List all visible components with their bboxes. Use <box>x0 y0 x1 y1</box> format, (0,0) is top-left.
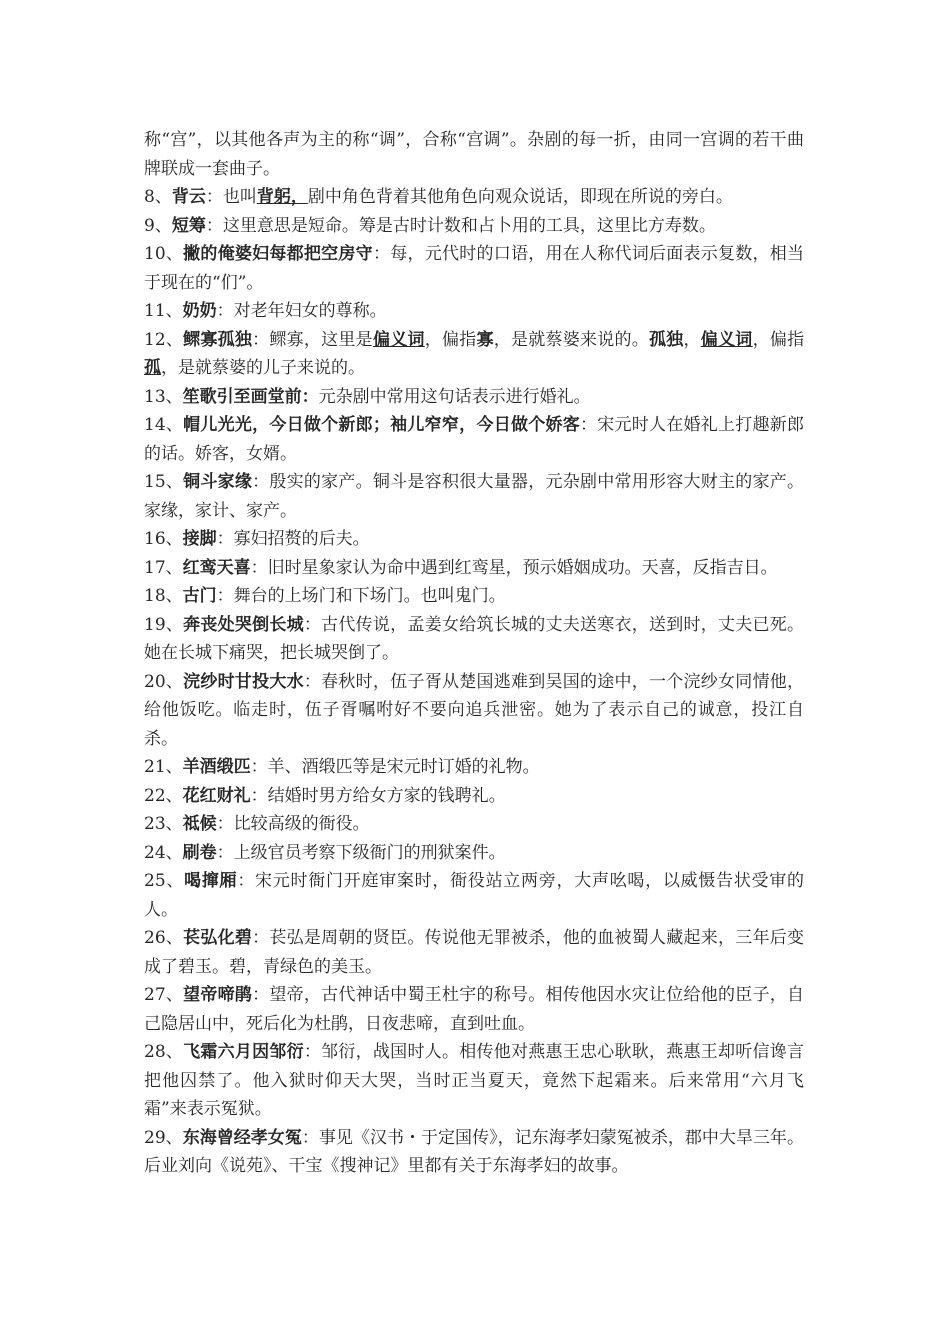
entry-term: 鳏寡孤独 <box>183 329 253 350</box>
entry-term: 帽儿光光，今日做个新郎；袖儿窄窄，今日做个娇客 <box>183 415 580 435</box>
entry-definition-text: ：对老年妇女的尊称。 <box>216 301 387 321</box>
entry-definition-text: ：羊、酒缎匹等是宋元时订婚的礼物。 <box>250 757 540 777</box>
entry-term: 刷卷 <box>182 842 217 863</box>
glossary-entry <box>144 810 804 839</box>
document-page <box>144 126 804 1181</box>
entry-definition-text: ：结婚时男方给女方家的钱聘礼。 <box>250 785 506 806</box>
intro-text: 称“宫”，以其他各声为主的称“调”，合称“宫调”。杂剧的每一折，由同一宫调的若干曲牌联成一套曲子。 <box>144 130 804 179</box>
entry-term: 花红财礼 <box>182 785 251 806</box>
entry-term: 红鸾天喜 <box>182 557 251 578</box>
entry-definition-text: ，偏指 <box>424 329 477 350</box>
entry-term: 铜斗家缘 <box>183 472 253 492</box>
entry-definition-text: ：殷实的家产。铜斗是容积很大量器，元杂剧中常用形容大财主的家产。家缘，家计、家产。 <box>144 472 804 521</box>
entry-number: 26、 <box>144 928 184 948</box>
entry-definition-text: ：这里意思是短命。筹是古时计数和占卜用的工具，这里比方寿数。 <box>205 215 716 236</box>
entry-definition-text: ，是就蔡婆来说的。 <box>493 329 650 350</box>
entry-term: 短筹 <box>171 215 206 236</box>
glossary-entry <box>144 582 804 611</box>
intro-paragraph <box>144 126 804 183</box>
glossary-entry <box>144 753 804 782</box>
entry-definition-text: ：寡妇招赘的后夫。 <box>216 529 370 549</box>
glossary-entry <box>144 240 804 297</box>
entry-number: 28、 <box>144 1042 184 1062</box>
glossary-entry <box>144 297 804 326</box>
glossary-entry <box>144 668 804 754</box>
entry-emphasis-text: 孤独 <box>649 329 684 350</box>
entry-term: 背云 <box>171 187 206 207</box>
glossary-entry <box>144 212 804 241</box>
entry-number: 10、 <box>144 244 184 264</box>
glossary-entry <box>144 468 804 525</box>
entry-definition-text: ：春秋时，伍子胥从楚国逃难到吴国的途中，一个浣纱女同情他，给他饭吃。临走时，伍子胥嘱咐好不要向追兵泄密。她为了表示自己的诚意，投江自杀。 <box>144 671 805 749</box>
glossary-entry <box>144 326 804 383</box>
entry-number: 20、 <box>144 671 184 692</box>
entry-term: 苌弘化碧 <box>183 928 253 948</box>
entry-term: 飞霜六月因邹衍 <box>183 1042 304 1062</box>
entry-definition-text: 元杂剧中常用这句话表示进行婚礼。 <box>318 386 591 407</box>
entry-definition-text: ：宋元时人在婚礼上打趣新郎的话。娇客，女婿。 <box>144 415 805 464</box>
glossary-entry <box>144 611 804 668</box>
entry-emphasis-text: 偏义词 <box>700 329 753 350</box>
entry-definition-text: ：也叫 <box>205 187 257 207</box>
entry-number: 11、 <box>144 301 183 321</box>
entry-definition-text: ：鳏寡，这里是 <box>252 329 373 350</box>
entry-number: 19、 <box>144 614 184 635</box>
entry-definition-text: ，是就蔡婆的儿子来说的。 <box>161 358 365 378</box>
entry-definition-text: ：每，元代时的口语，用在人称代词后面表示复数，相当于现在的“们”。 <box>144 244 805 293</box>
entry-term: 接脚 <box>182 529 217 549</box>
entry-term: 祗候 <box>182 814 217 834</box>
entry-number: 24、 <box>144 842 183 863</box>
entry-emphasis-text: 寡 <box>476 329 494 350</box>
entry-definition-text: ：事见《汉书・于定国传》，记东海孝妇蒙冤被杀，郡中大旱三年。后业刘向《说苑》、干宝《搜神记》里都有关于东海孝妇的故事。 <box>144 1127 805 1176</box>
glossary-entry <box>144 1038 804 1124</box>
glossary-entry <box>144 411 804 468</box>
entry-term: 古门 <box>182 586 217 606</box>
glossary-entry <box>144 1124 804 1181</box>
entry-term: 奶奶 <box>182 301 217 321</box>
entry-term: 羊酒缎匹 <box>182 757 251 777</box>
entry-term: 望帝啼鹃 <box>183 985 253 1005</box>
entry-term: 奔丧处哭倒长城 <box>183 614 304 635</box>
glossary-entry <box>144 867 804 924</box>
entry-emphasis-text: 孤 <box>144 358 161 378</box>
glossary-entry <box>144 782 804 811</box>
glossary-entry <box>144 839 804 868</box>
entry-definition-text: ：邹衍，战国时人。相传他对燕惠王忠心耿耿，燕惠王却听信谗言把他囚禁了。他入狱时仰天大哭，当时正当夏天，竟然下起霜来。后来常用“六月飞霜”来表示冤狱。 <box>144 1042 805 1119</box>
entry-number: 21、 <box>144 757 183 777</box>
entry-number: 16、 <box>144 529 183 549</box>
entry-definition-text: ：比较高级的衙役。 <box>216 814 370 834</box>
entry-definition-text: 剧中角色背着其他角色向观众说话，即现在所说的旁白。 <box>307 187 733 207</box>
entry-definition-text: ：上级官员考察下级衙门的刑狱案件。 <box>216 842 506 863</box>
entry-term: 笙歌引至画堂前： <box>182 386 319 407</box>
entry-number: 14、 <box>144 415 184 435</box>
entry-number: 13、 <box>144 386 183 407</box>
entry-term: 撇的俺婆妇每都把空房守 <box>183 244 373 264</box>
glossary-list <box>144 183 804 1181</box>
entry-definition-text: ：宋元时衙门开庭审案时，衙役站立两旁，大声吆喝，以威慑告状受审的人。 <box>144 871 805 920</box>
entry-emphasis-text: 背躬， <box>256 187 308 207</box>
glossary-entry <box>144 525 804 554</box>
glossary-entry <box>144 554 804 583</box>
entry-definition-text: ， <box>683 329 701 350</box>
entry-number: 9、 <box>144 215 172 236</box>
entry-term: 喝撺厢 <box>184 871 238 891</box>
entry-number: 25、 <box>144 871 185 891</box>
entry-number: 22、 <box>144 785 183 806</box>
entry-number: 23、 <box>144 814 183 834</box>
entry-definition-text: ：望帝，古代神话中蜀王杜宇的称号。相传他因水灾让位给他的臣子，自己隐居山中，死后化为杜鹃，日夜悲啼，直到吐血。 <box>144 985 804 1034</box>
glossary-entry <box>144 924 804 981</box>
entry-term: 东海曾经孝女冤 <box>182 1127 302 1148</box>
entry-definition-text: ：旧时星象家认为命中遇到红鸾星，预示婚姻成功。天喜，反指吉日。 <box>250 557 778 578</box>
glossary-entry <box>144 183 804 212</box>
glossary-entry <box>144 383 804 412</box>
entry-number: 15、 <box>144 472 184 492</box>
entry-number: 8、 <box>144 187 172 207</box>
entry-number: 18、 <box>144 586 183 606</box>
entry-definition-text: ：舞台的上场门和下场门。也叫鬼门。 <box>216 586 506 606</box>
entry-emphasis-text: 偏义词 <box>372 329 425 350</box>
entry-number: 17、 <box>144 557 183 578</box>
entry-definition-text: ：苌弘是周朝的贤臣。传说他无罪被杀，他的血被蜀人藏起来，三年后变成了碧玉。碧，青绿色的美玉。 <box>144 928 804 977</box>
entry-number: 27、 <box>144 985 184 1005</box>
entry-definition-text: ，偏指 <box>752 329 805 350</box>
entry-term: 浣纱时甘投大水 <box>183 671 304 692</box>
entry-number: 29、 <box>144 1127 183 1148</box>
glossary-entry <box>144 981 804 1038</box>
entry-definition-text: ：古代传说，孟姜女给筑长城的丈夫送寒衣，送到时，丈夫已死。她在长城下痛哭，把长城哭倒了。 <box>144 614 805 663</box>
entry-number: 12、 <box>144 329 184 350</box>
